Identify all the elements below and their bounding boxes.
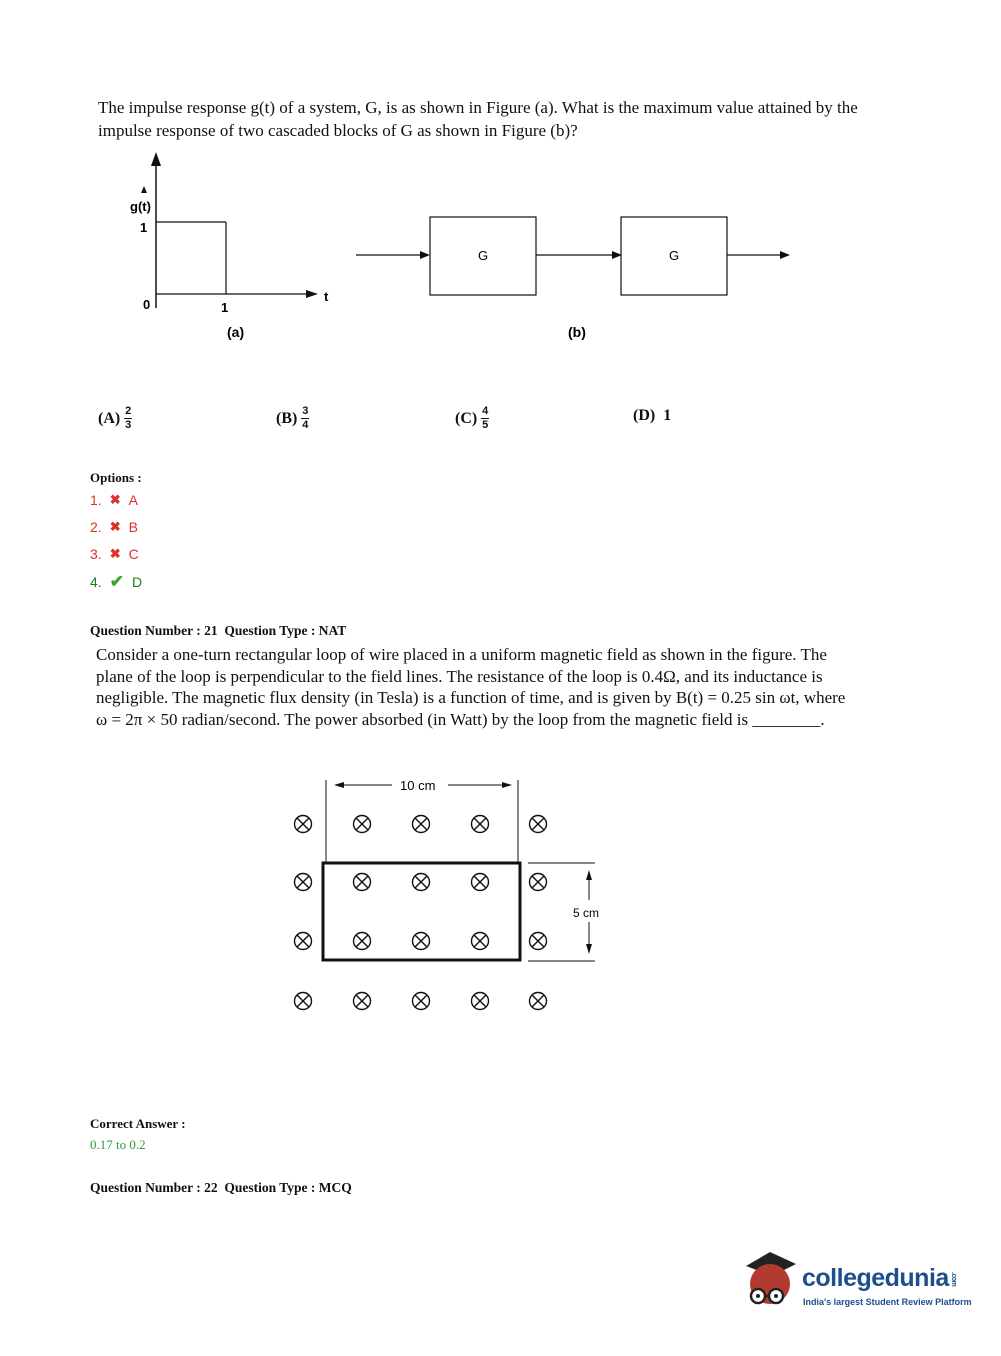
choice-a-label: (A) (98, 409, 121, 427)
field-into-page-icon (295, 816, 312, 833)
choice-c-fraction (481, 406, 489, 431)
field-into-page-icon (530, 816, 547, 833)
fig-a-origin: 0 (143, 297, 151, 312)
option-row-2 (90, 519, 138, 535)
option-3-letter: C (128, 546, 139, 562)
option-2-num: 2. (90, 519, 102, 535)
wrong-x-icon: ✖ (109, 492, 121, 507)
choice-a (98, 406, 132, 431)
question-21-header (90, 623, 346, 639)
field-into-page-icon (413, 816, 430, 833)
question-22-header (90, 1180, 352, 1196)
option-row-3 (90, 546, 139, 562)
field-into-page-icon (354, 816, 371, 833)
choice-b-fraction (301, 406, 309, 431)
logo-suffix: .com (949, 1272, 957, 1287)
fig-a-caption: (a) (227, 324, 245, 340)
option-4-letter: D (131, 574, 143, 590)
answer-value: 0.17 to 0.2 (90, 1137, 146, 1152)
mascot-icon (740, 1248, 802, 1312)
field-into-page-icon (413, 933, 430, 950)
field-into-page-icon (295, 993, 312, 1010)
choice-b-num: 3 (302, 405, 309, 417)
choice-d-label: (D) (633, 407, 656, 424)
choice-c-den: 5 (482, 419, 489, 431)
field-into-page-icon (472, 933, 489, 950)
logo-tagline: India's largest Student Review Platform (803, 1297, 972, 1307)
choice-d (633, 407, 671, 425)
wire-loop (323, 863, 520, 960)
block-g-1-label: G (478, 248, 489, 263)
logo-wordmark (802, 1264, 957, 1293)
choice-a-fraction (124, 406, 132, 431)
field-into-page-icon (472, 816, 489, 833)
field-into-page-icon (295, 874, 312, 891)
choice-a-num: 2 (125, 405, 132, 417)
option-1-letter: A (128, 492, 138, 508)
field-into-page-icon (413, 993, 430, 1010)
field-into-page-icon (530, 874, 547, 891)
correct-check-icon: ✔ (109, 572, 124, 591)
choice-c-label: (C) (455, 409, 478, 427)
wrong-x-icon: ✖ (109, 546, 121, 561)
option-row-1 (90, 492, 138, 508)
fig-a-y-label: g(t) (130, 199, 151, 214)
field-into-page-icon (530, 933, 547, 950)
width-label: 10 cm (400, 778, 436, 793)
wrong-x-icon: ✖ (109, 519, 121, 534)
options-label: Options : (90, 470, 142, 485)
choice-b-label: (B) (276, 409, 298, 427)
question-21-number: Question Number : 21 (90, 623, 218, 638)
choice-b (276, 406, 309, 431)
fig-b-caption: (b) (568, 324, 586, 340)
choice-c (455, 406, 489, 431)
logo-name: collegedunia (802, 1264, 949, 1292)
field-into-page-icon (472, 993, 489, 1010)
field-into-page-icon (413, 874, 430, 891)
field-into-page-icon (530, 993, 547, 1010)
option-1-num: 1. (90, 492, 102, 508)
question-22-type: Question Type : MCQ (224, 1180, 352, 1195)
choice-c-num: 4 (482, 405, 489, 417)
question-22-number: Question Number : 22 (90, 1180, 218, 1195)
question-21-text: Consider a one-turn rectangular loop of wire placed in a uniform magnetic field as shown in the figure. The plane of the loop is perpendicular to the field lines. The resistance of the loop is 0.4Ω, and its inductance is negligible. The magnetic flux density (in Tesla) is a function of time, and is given by B(t) = 0.25 sin ωt, where ω = 2π × 50 radian/second. The power absorbed (in Watt) by the loop from the magnetic field is ________. (96, 645, 846, 729)
choice-a-den: 3 (125, 419, 132, 431)
field-into-page-icon (354, 874, 371, 891)
field-into-page-icon (295, 933, 312, 950)
figure-b-cascade (350, 205, 800, 350)
option-row-4 (90, 572, 142, 592)
choice-b-den: 4 (302, 419, 309, 431)
fig-a-y-tick: 1 (140, 220, 148, 235)
height-label: 5 cm (573, 906, 600, 920)
block-g-2-label: G (669, 248, 680, 263)
question-20-text: The impulse response g(t) of a system, G, is as shown in Figure (a). What is the maximum value attained by the impulse response of two cascaded blocks of G as shown in Figure (b)? (98, 98, 858, 140)
option-4-num: 4. (90, 574, 102, 590)
figure-magnetic-loop (280, 770, 620, 1030)
option-3-num: 3. (90, 546, 102, 562)
figure-a-impulse-response (100, 150, 340, 350)
field-into-page-icon (354, 933, 371, 950)
choice-d-value: 1 (663, 407, 672, 424)
field-into-page-icon (354, 993, 371, 1010)
question-21-type: Question Type : NAT (224, 623, 347, 638)
fig-a-x-label: t (324, 289, 329, 304)
field-into-page-icon (472, 874, 489, 891)
answer-label: Correct Answer : (90, 1116, 186, 1131)
fig-a-x-tick: 1 (221, 300, 229, 315)
option-2-letter: B (128, 519, 138, 535)
